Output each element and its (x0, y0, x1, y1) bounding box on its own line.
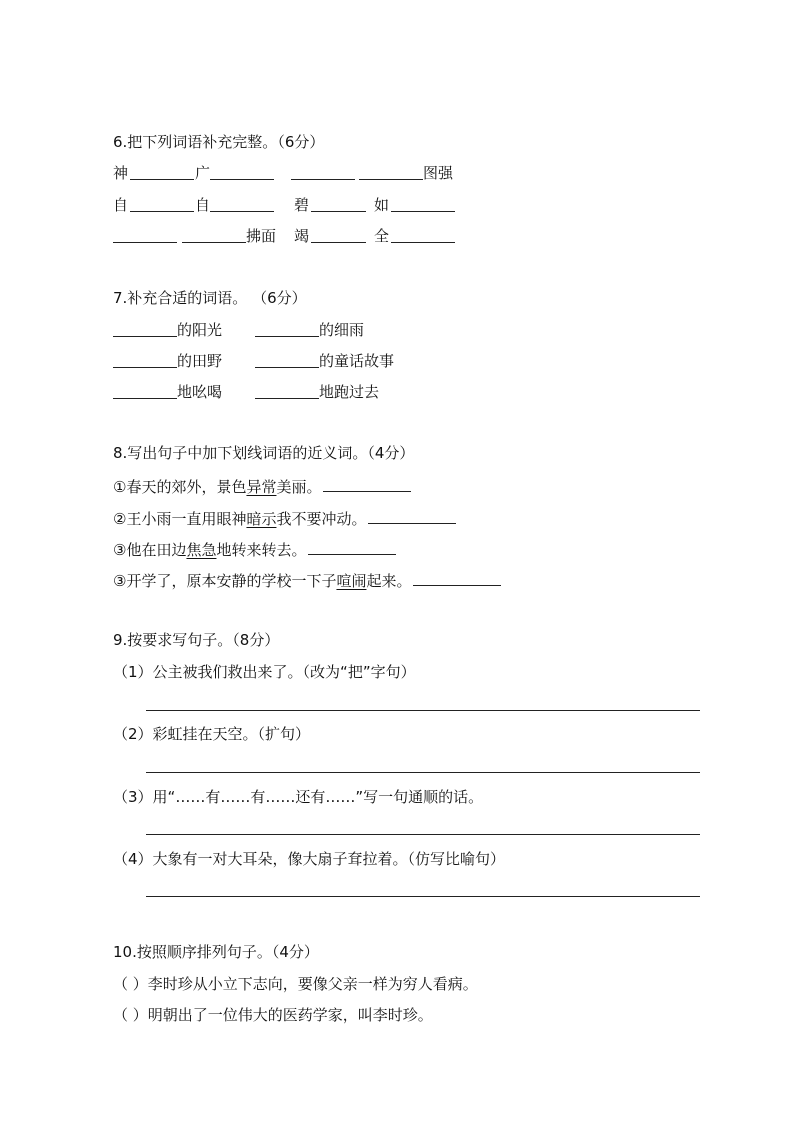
q8-answer-blank[interactable] (308, 538, 396, 555)
q6-blank[interactable] (311, 226, 366, 243)
q6-blank[interactable] (130, 195, 194, 212)
q7-title: 7.补充合适的词语。 （6分） (113, 289, 307, 307)
q6-blank[interactable] (359, 163, 423, 180)
underlined-word: 焦急 (186, 541, 217, 559)
underlined-word: 喧闹 (336, 572, 367, 590)
q6-blank[interactable] (210, 163, 274, 180)
q9-item-3: （3）用“……有……有……还有……”写一句通顺的话。 (113, 788, 484, 806)
q6-blank[interactable] (311, 195, 366, 212)
q6-blank[interactable] (113, 226, 177, 243)
q7-item: 地跑过去 (319, 383, 380, 401)
q9-item-4: （4）大象有一对大耳朵，像大扇子耷拉着。（仿写比喻句） (113, 850, 506, 868)
q6-blank[interactable] (210, 195, 274, 212)
q6-row1-char-guang: 广 (195, 164, 211, 182)
q6-row2-char-ru: 如 (374, 196, 390, 214)
q8-answer-blank[interactable] (323, 475, 411, 492)
q7-blank[interactable] (255, 351, 319, 368)
q7-blank[interactable] (113, 382, 177, 399)
q6-row1-char-tuqiang: 图强 (423, 164, 454, 182)
q9-answer-line-3[interactable] (146, 834, 700, 835)
q6-row2-char-zi2: 自 (195, 196, 211, 214)
q7-item: 的田野 (177, 352, 223, 370)
q7-item: 的细雨 (319, 321, 365, 339)
underlined-word: 异常 (246, 478, 277, 496)
q9-answer-line-4[interactable] (146, 896, 700, 897)
q8-sentence-2: ②王小雨一直用眼神暗示我不要冲动。 (113, 507, 456, 529)
q6-blank[interactable] (291, 163, 355, 180)
q6-row2-char-zi: 自 (113, 196, 129, 214)
q6-blank[interactable] (182, 226, 246, 243)
q7-blank[interactable] (113, 351, 177, 368)
q7-blank[interactable] (255, 320, 319, 337)
q6-row2-char-bi: 碧 (294, 196, 310, 214)
q8-sentence-4: ③开学了，原本安静的学校一下子喧闹起来。 (113, 569, 501, 591)
q7-item: 的阳光 (177, 321, 223, 339)
q6-row1-char-shen: 神 (113, 164, 129, 182)
q6-row3-char-fumian: 拂面 (246, 227, 277, 245)
q7-item: 地吆喝 (177, 383, 223, 401)
q9-answer-line-2[interactable] (146, 772, 700, 773)
q6-blank[interactable] (391, 195, 455, 212)
q9-answer-line-1[interactable] (146, 710, 700, 711)
q8-answer-blank[interactable] (413, 569, 501, 586)
q8-answer-blank[interactable] (368, 507, 456, 524)
q10-item-2[interactable]: （ ）明朝出了一位伟大的医药学家，叫李时珍。 (113, 1006, 433, 1024)
q6-row3-char-jie: 竭 (294, 227, 310, 245)
q7-item: 的童话故事 (319, 352, 395, 370)
q8-title: 8.写出句子中加下划线词语的近义词。（4分） (113, 444, 415, 462)
q9-item-1: （1）公主被我们救出来了。（改为“把”字句） (113, 663, 416, 681)
q6-blank[interactable] (130, 163, 194, 180)
q6-title: 6.把下列词语补充完整。（6分） (113, 133, 325, 151)
q6-blank[interactable] (391, 226, 455, 243)
q10-title: 10.按照顺序排列句子。（4分） (113, 943, 319, 961)
q7-blank[interactable] (113, 320, 177, 337)
q8-sentence-3: ③他在田边焦急地转来转去。 (113, 538, 396, 560)
q6-row3-char-quan: 全 (374, 227, 390, 245)
q9-title: 9.按要求写句子。（8分） (113, 631, 280, 649)
q7-blank[interactable] (255, 382, 319, 399)
underlined-word: 暗示 (246, 510, 277, 528)
q10-item-1[interactable]: （ ）李时珍从小立下志向，要像父亲一样为穷人看病。 (113, 975, 478, 993)
q8-sentence-1: ①春天的郊外，景色异常美丽。 (113, 475, 411, 497)
q9-item-2: （2）彩虹挂在天空。（扩句） (113, 725, 311, 743)
